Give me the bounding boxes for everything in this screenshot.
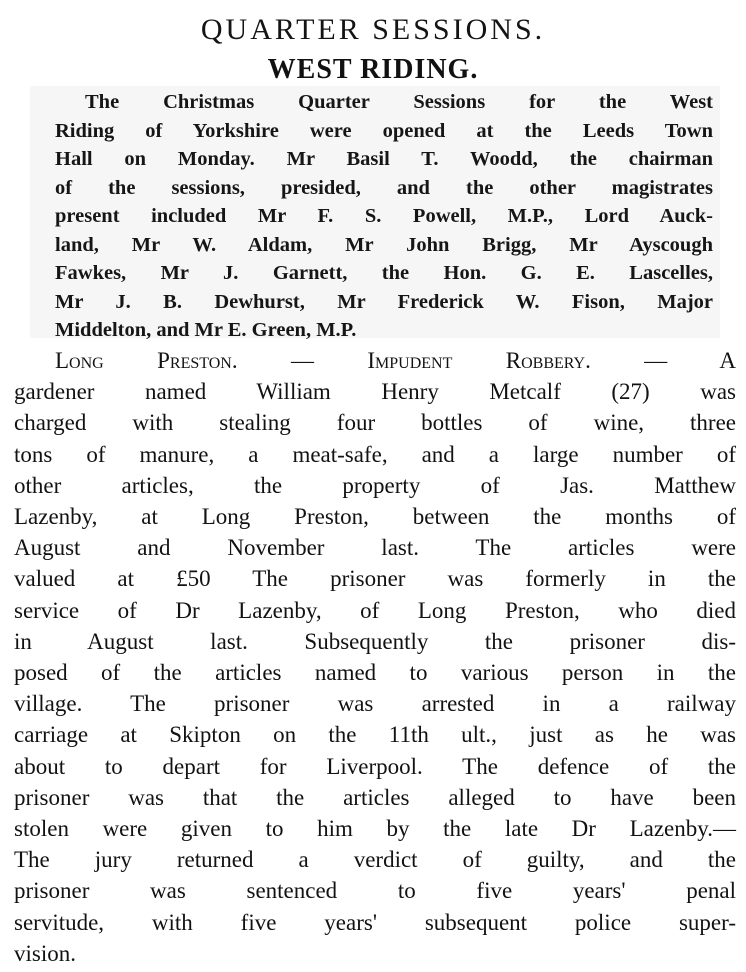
body-line: vision. — [14, 940, 76, 966]
intro-line: present included Mr F. S. Powell, M.P., Lord Auck- — [55, 205, 713, 227]
intro-line: land, Mr W. Aldam, Mr John Brigg, Mr Ayscough — [55, 233, 713, 256]
body-line: prisoner was sentenced to five years' penal — [14, 878, 736, 904]
headline: QUARTER SESSIONS. — [200, 13, 546, 46]
body-line: in August last. Subsequently the prisoner dis- — [14, 628, 736, 654]
intro-line: The Christmas Quarter Sessions for the West — [85, 91, 713, 113]
intro-line: Hall on Monday. Mr Basil T. Woodd, the chairman — [55, 148, 713, 170]
body-line: Lazenby, at Long Preston, between the months of — [14, 504, 736, 529]
intro-line: Mr J. B. Dewhurst, Mr Frederick W. Fison, Major — [55, 290, 713, 313]
body-line: carriage at Skipton on the 11th ult., just as he was — [14, 722, 736, 748]
body-line: The jury returned a verdict of guilty, and the — [14, 847, 736, 873]
body-line: prisoner was that the articles alleged to have been — [14, 784, 736, 810]
subheadline: WEST RIDING. — [267, 54, 479, 85]
body-line: tons of manure, a meat-safe, and a large number of — [14, 441, 736, 467]
body-line: other articles, the property of Jas. Matthew — [14, 472, 736, 498]
body-line: servitude, with five years' subsequent police super- — [14, 909, 736, 935]
intro-line: of the sessions, presided, and the other magistrates — [55, 176, 713, 199]
body-line: service of Dr Lazenby, of Long Preston, who died — [14, 597, 736, 623]
body-line: Long Preston. — Impudent Robbery. — A — [55, 348, 736, 373]
body-line: stolen were given to him by the late Dr Lazenby.— — [14, 816, 736, 841]
intro-line: Fawkes, Mr J. Garnett, the Hon. G. E. Lascelles, — [55, 262, 713, 284]
body-line: August and November last. The articles were — [14, 535, 736, 561]
intro-line: Riding of Yorkshire were opened at the Leeds Town — [55, 119, 713, 142]
body-line: gardener named William Henry Metcalf (27) was — [14, 379, 736, 405]
body-line: village. The prisoner was arrested in a railway — [14, 691, 736, 717]
body-line: charged with stealing four bottles of wine, three — [14, 410, 736, 436]
body-line: about to depart for Liverpool. The defence of the — [14, 753, 736, 779]
body-line: valued at £50 The prisoner was formerly in the — [14, 566, 736, 592]
body-line: posed of the articles named to various person in the — [14, 660, 736, 685]
intro-line: Middelton, and Mr E. Green, M.P. — [55, 319, 357, 341]
